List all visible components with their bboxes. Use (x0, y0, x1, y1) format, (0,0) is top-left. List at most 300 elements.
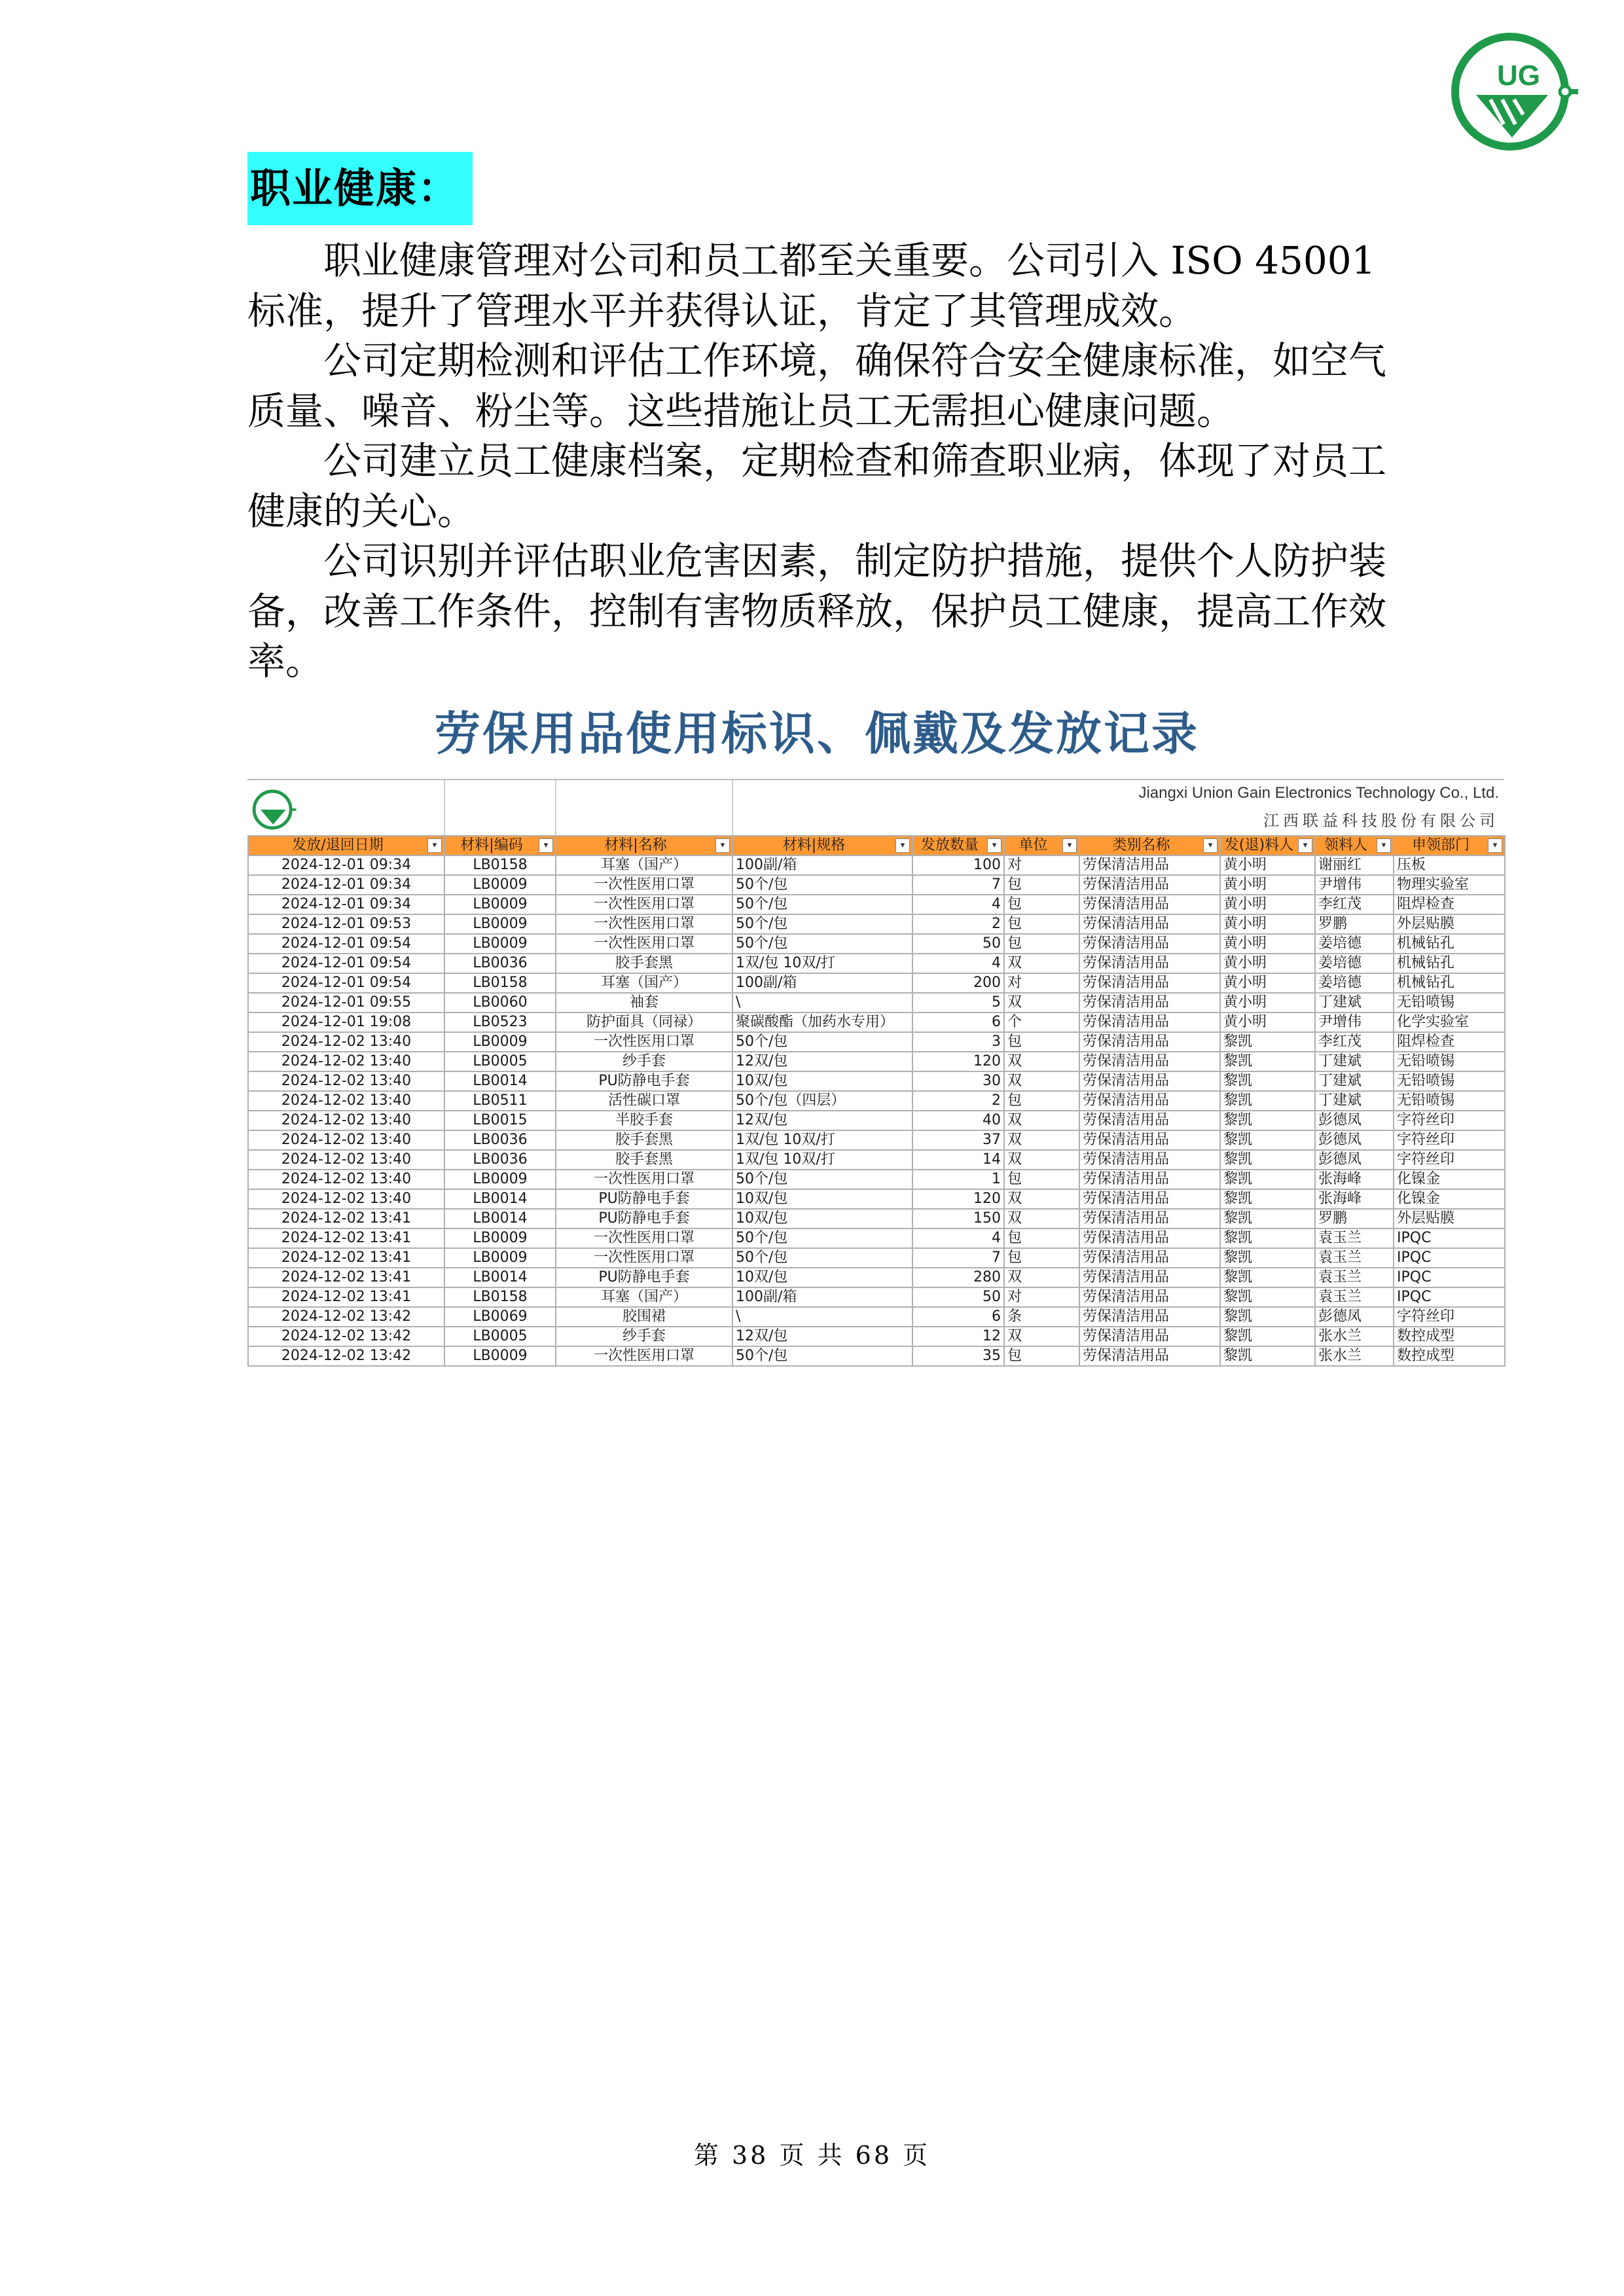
table-cell: 100 (912, 855, 1004, 875)
table-cell: 袁玉兰 (1315, 1229, 1394, 1248)
table-row (248, 954, 1505, 973)
table-cell: 包 (1004, 1229, 1079, 1248)
body-text (247, 236, 1386, 687)
table-cell: 黎凯 (1220, 1327, 1315, 1346)
column-header[interactable] (732, 836, 912, 855)
table-cell: 个 (1004, 1013, 1079, 1032)
column-header[interactable] (1004, 836, 1079, 855)
table-cell: 一次性医用口罩 (556, 1346, 732, 1366)
column-header[interactable] (248, 836, 444, 855)
table-cell: 半胶手套 (556, 1111, 732, 1130)
table-cell: 劳保清洁用品 (1079, 954, 1220, 973)
table-row (248, 1209, 1505, 1229)
table-cell: 6 (912, 1013, 1004, 1032)
table-cell: 黎凯 (1220, 1170, 1315, 1189)
table-cell: 50个/包 (732, 1346, 912, 1366)
table-cell: LB0069 (444, 1307, 556, 1327)
table-cell: 黎凯 (1220, 1111, 1315, 1130)
table-row (248, 1346, 1505, 1366)
table-cell: 12 (912, 1327, 1004, 1346)
table-row (248, 934, 1505, 954)
table-cell: 外层贴膜 (1394, 914, 1505, 934)
table-cell: 2024-12-01 09:34 (248, 895, 444, 914)
table-row (248, 1052, 1505, 1071)
table-cell: LB0511 (444, 1091, 556, 1111)
table-row (248, 855, 1505, 875)
column-header[interactable] (1315, 836, 1394, 855)
table-cell: 黎凯 (1220, 1307, 1315, 1327)
column-header[interactable] (1394, 836, 1505, 855)
table-cell: 35 (912, 1346, 1004, 1366)
table-cell: LB0158 (444, 1287, 556, 1307)
table-cell: 双 (1004, 954, 1079, 973)
table-cell: LB0009 (444, 934, 556, 954)
table-cell: IPQC (1394, 1287, 1505, 1307)
table-cell: 1双/包 10双/打 (732, 954, 912, 973)
footer-prefix: 第 (693, 2141, 721, 2170)
table-cell: 双 (1004, 1209, 1079, 1229)
table-cell: 袁玉兰 (1315, 1248, 1394, 1268)
table-cell: 2024-12-02 13:40 (248, 1052, 444, 1071)
table-cell: LB0060 (444, 993, 556, 1013)
table-cell: 一次性医用口罩 (556, 895, 732, 914)
table-cell: 字符丝印 (1394, 1150, 1505, 1170)
table-cell: 黎凯 (1220, 1248, 1315, 1268)
table-cell: LB0014 (444, 1071, 556, 1091)
table-cell: 双 (1004, 1052, 1079, 1071)
table-cell: 外层贴膜 (1394, 1209, 1505, 1229)
paragraph: 公司定期检测和评估工作环境，确保符合安全健康标准，如空气质量、噪音、粉尘等。这些措施让员工无需担心健康问题。 (247, 338, 1387, 433)
table-cell: 50 (912, 1287, 1004, 1307)
table-cell: 黎凯 (1220, 1091, 1315, 1111)
table-cell: 黎凯 (1220, 1150, 1315, 1170)
column-header[interactable] (556, 836, 732, 855)
table-cell: 劳保清洁用品 (1079, 1013, 1220, 1032)
table-cell: 2024-12-02 13:40 (248, 1111, 444, 1130)
table-cell: 劳保清洁用品 (1079, 1327, 1220, 1346)
table-cell: 劳保清洁用品 (1079, 993, 1220, 1013)
table-cell: 纱手套 (556, 1052, 732, 1071)
table-cell: 包 (1004, 1346, 1079, 1366)
section-heading: 职业健康： (247, 152, 473, 225)
issue-record-table (247, 835, 1506, 1367)
table-cell: 黄小明 (1220, 875, 1315, 895)
table-cell: 黄小明 (1220, 973, 1315, 993)
table-cell: 姜培德 (1315, 934, 1394, 954)
table-cell: 无铅喷锡 (1394, 993, 1505, 1013)
table-cell: LB0009 (444, 1032, 556, 1052)
table-row (248, 1268, 1505, 1287)
table-cell: 字符丝印 (1394, 1130, 1505, 1150)
table-cell: 黎凯 (1220, 1071, 1315, 1091)
table-cell: 包 (1004, 1248, 1079, 1268)
table-cell: LB0015 (444, 1111, 556, 1130)
table-cell: 劳保清洁用品 (1079, 1150, 1220, 1170)
table-row (248, 1150, 1505, 1170)
column-header-label: 材料|编码 (460, 837, 523, 853)
table-cell: 2024-12-01 19:08 (248, 1013, 444, 1032)
table-cell: 丁建斌 (1315, 1052, 1394, 1071)
table-cell: 劳保清洁用品 (1079, 1189, 1220, 1209)
table-row (248, 1091, 1505, 1111)
table-cell: 100副/箱 (732, 973, 912, 993)
table-cell: LB0005 (444, 1327, 556, 1346)
table-cell: 张海峰 (1315, 1170, 1394, 1189)
table-cell: 50个/包 (732, 875, 912, 895)
table-row (248, 914, 1505, 934)
table-cell: 李红茂 (1315, 1032, 1394, 1052)
table-cell: 一次性医用口罩 (556, 875, 732, 895)
table-cell: 2024-12-02 13:41 (248, 1248, 444, 1268)
table-cell: 纱手套 (556, 1327, 732, 1346)
table-cell: LB0009 (444, 875, 556, 895)
table-cell: 包 (1004, 934, 1079, 954)
table-cell: LB0009 (444, 914, 556, 934)
table-cell: 化镍金 (1394, 1170, 1505, 1189)
table-cell: LB0009 (444, 895, 556, 914)
table-cell: 谢丽红 (1315, 855, 1394, 875)
table-cell: IPQC (1394, 1268, 1505, 1287)
table-cell: 100副/箱 (732, 855, 912, 875)
table-cell: 10双/包 (732, 1189, 912, 1209)
table-cell: LB0009 (444, 1346, 556, 1366)
table-cell: 黄小明 (1220, 895, 1315, 914)
table-cell: 4 (912, 895, 1004, 914)
table-cell: 黎凯 (1220, 1287, 1315, 1307)
table-cell: 姜培德 (1315, 954, 1394, 973)
table-row (248, 993, 1505, 1013)
table-row (248, 1248, 1505, 1268)
table-cell: 4 (912, 1229, 1004, 1248)
table-cell: 50个/包 (732, 1229, 912, 1248)
column-header-label: 发放/退回日期 (292, 837, 384, 853)
table-cell: 2024-12-02 13:40 (248, 1091, 444, 1111)
table-cell: 30 (912, 1071, 1004, 1091)
table-cell: 1双/包 10双/打 (732, 1130, 912, 1150)
table-cell: 黄小明 (1220, 993, 1315, 1013)
table-cell: 尹增伟 (1315, 875, 1394, 895)
filter-dropdown-icon[interactable]: ▾ (1488, 838, 1502, 853)
table-cell: LB0523 (444, 1013, 556, 1032)
table-cell: 包 (1004, 875, 1079, 895)
table-cell: 黄小明 (1220, 934, 1315, 954)
table-cell: 7 (912, 875, 1004, 895)
table-cell: LB0158 (444, 855, 556, 875)
table-cell: 劳保清洁用品 (1079, 1052, 1220, 1071)
table-cell: 彭德凤 (1315, 1307, 1394, 1327)
table-cell: 一次性医用口罩 (556, 1032, 732, 1052)
table-cell: 彭德凤 (1315, 1150, 1394, 1170)
column-header-label: 发放数量 (920, 837, 979, 853)
table-cell: PU防静电手套 (556, 1189, 732, 1209)
table-cell: 无铅喷锡 (1394, 1071, 1505, 1091)
footer-middle: 页 共 (779, 2141, 845, 2170)
table-cell: 耳塞（国产） (556, 1287, 732, 1307)
filter-dropdown-icon[interactable]: ▾ (1298, 838, 1312, 853)
table-cell: 2024-12-02 13:40 (248, 1189, 444, 1209)
table-cell: 压板 (1394, 855, 1505, 875)
table-cell: 对 (1004, 1287, 1079, 1307)
table-row (248, 1071, 1505, 1091)
table-cell: 50个/包 (732, 895, 912, 914)
filter-dropdown-icon[interactable]: ▾ (1203, 838, 1218, 853)
table-cell: PU防静电手套 (556, 1268, 732, 1287)
table-row (248, 1307, 1505, 1327)
table-cell: 2024-12-02 13:42 (248, 1327, 444, 1346)
table-cell: 字符丝印 (1394, 1111, 1505, 1130)
paragraph: 公司识别并评估职业危害因素，制定防护措施，提供个人防护装备，改善工作条件，控制有害物质释放，保护员工健康，提高工作效率。 (247, 539, 1387, 683)
table-cell: 劳保清洁用品 (1079, 1287, 1220, 1307)
table-cell: 劳保清洁用品 (1079, 875, 1220, 895)
table-cell: 劳保清洁用品 (1079, 973, 1220, 993)
table-cell: 阻焊检查 (1394, 895, 1505, 914)
table-cell: 2024-12-02 13:42 (248, 1307, 444, 1327)
section-title: 劳保用品使用标识、佩戴及发放记录 (435, 706, 1199, 761)
table-cell: 2024-12-02 13:41 (248, 1209, 444, 1229)
table-row (248, 875, 1505, 895)
column-header[interactable] (1079, 836, 1220, 855)
filter-dropdown-icon[interactable]: ▾ (1062, 838, 1077, 853)
page-number: 38 (732, 2141, 769, 2170)
table-row (248, 1032, 1505, 1052)
filter-dropdown-icon[interactable]: ▾ (987, 838, 1001, 853)
table-cell: 罗鹏 (1315, 1209, 1394, 1229)
table-cell: 双 (1004, 1327, 1079, 1346)
table-cell: 40 (912, 1111, 1004, 1130)
table-row (248, 1327, 1505, 1346)
table-cell: 数控成型 (1394, 1327, 1505, 1346)
table-cell: 机械钻孔 (1394, 973, 1505, 993)
table-cell: 劳保清洁用品 (1079, 1229, 1220, 1248)
table-cell: PU防静电手套 (556, 1071, 732, 1091)
table-cell: 劳保清洁用品 (1079, 1307, 1220, 1327)
table-cell: 2024-12-02 13:41 (248, 1287, 444, 1307)
table-cell: 条 (1004, 1307, 1079, 1327)
table-cell: 劳保清洁用品 (1079, 895, 1220, 914)
table-cell: 包 (1004, 1170, 1079, 1189)
table-cell: 劳保清洁用品 (1079, 855, 1220, 875)
table-cell: 120 (912, 1052, 1004, 1071)
table-cell: 袖套 (556, 993, 732, 1013)
paragraph: 公司建立员工健康档案，定期检查和筛查职业病，体现了对员工健康的关心。 (247, 439, 1387, 533)
table-cell: 耳塞（国产） (556, 973, 732, 993)
table-cell: 黎凯 (1220, 1209, 1315, 1229)
table-row (248, 1287, 1505, 1307)
table-cell: LB0005 (444, 1052, 556, 1071)
table-cell: 一次性医用口罩 (556, 934, 732, 954)
sheet-logo-icon (251, 787, 297, 833)
table-cell: 化镍金 (1394, 1189, 1505, 1209)
filter-dropdown-icon[interactable]: ▾ (539, 838, 553, 853)
table-cell: IPQC (1394, 1229, 1505, 1248)
column-header[interactable] (1220, 836, 1315, 855)
table-cell: 对 (1004, 973, 1079, 993)
table-cell: LB0009 (444, 1170, 556, 1189)
table-cell: 包 (1004, 914, 1079, 934)
table-cell: 2 (912, 914, 1004, 934)
table-cell: 姜培德 (1315, 973, 1394, 993)
ppe-issue-record-sheet (247, 779, 1504, 1407)
table-cell: 2024-12-02 13:41 (248, 1268, 444, 1287)
column-header-label: 发(退)料人 (1224, 837, 1294, 853)
table-cell: 物理实验室 (1394, 875, 1505, 895)
table-row (248, 1013, 1505, 1032)
table-cell: 罗鹏 (1315, 914, 1394, 934)
table-cell: LB0014 (444, 1189, 556, 1209)
table-cell: 劳保清洁用品 (1079, 1170, 1220, 1189)
table-cell: 双 (1004, 993, 1079, 1013)
table-cell: 120 (912, 1189, 1004, 1209)
table-cell: 10双/包 (732, 1209, 912, 1229)
table-cell: 6 (912, 1307, 1004, 1327)
table-cell: 2024-12-01 09:55 (248, 993, 444, 1013)
company-name-en: Jiangxi Union Gain Electronics Technology Co., Ltd. (1138, 784, 1499, 802)
table-cell: 防护面具（同禄） (556, 1013, 732, 1032)
table-cell: 2024-12-01 09:34 (248, 855, 444, 875)
table-cell: 2024-12-02 13:40 (248, 1130, 444, 1150)
filter-dropdown-icon[interactable]: ▾ (427, 838, 442, 853)
column-header-label: 材料|名称 (604, 837, 667, 853)
table-cell: 12双/包 (732, 1052, 912, 1071)
table-cell: 包 (1004, 895, 1079, 914)
table-cell: 3 (912, 1032, 1004, 1052)
company-name-cn: 江西联益科技股份有限公司 (1263, 812, 1499, 830)
table-cell: LB0014 (444, 1268, 556, 1287)
table-cell: 劳保清洁用品 (1079, 1091, 1220, 1111)
table-cell: 胶手套黑 (556, 954, 732, 973)
table-cell: 黎凯 (1220, 1130, 1315, 1150)
table-cell: 胶手套黑 (556, 1150, 732, 1170)
table-cell: 2024-12-01 09:54 (248, 954, 444, 973)
table-cell: IPQC (1394, 1248, 1505, 1268)
table-cell: 2024-12-01 09:34 (248, 875, 444, 895)
table-cell: 50个/包 (732, 914, 912, 934)
column-header-label: 领料人 (1324, 837, 1367, 853)
table-cell: 劳保清洁用品 (1079, 914, 1220, 934)
table-cell: 丁建斌 (1315, 1091, 1394, 1111)
table-cell: LB0036 (444, 1150, 556, 1170)
table-row (248, 1170, 1505, 1189)
table-cell: 2024-12-01 09:54 (248, 934, 444, 954)
table-cell: 200 (912, 973, 1004, 993)
filter-dropdown-icon[interactable]: ▾ (895, 838, 910, 853)
table-cell: 劳保清洁用品 (1079, 1111, 1220, 1130)
table-cell: 机械钻孔 (1394, 954, 1505, 973)
table-cell: 尹增伟 (1315, 1013, 1394, 1032)
table-cell: 张水兰 (1315, 1346, 1394, 1366)
table-cell: 聚碳酸酯（加药水专用） (732, 1013, 912, 1032)
table-cell: 双 (1004, 1111, 1079, 1130)
table-cell: 2024-12-02 13:40 (248, 1170, 444, 1189)
sheet-header (247, 779, 1504, 836)
table-cell: 阻焊检查 (1394, 1032, 1505, 1052)
table-cell: 100副/箱 (732, 1287, 912, 1307)
table-header-row (248, 836, 1505, 855)
table-cell: 李红茂 (1315, 895, 1394, 914)
column-header[interactable] (912, 836, 1004, 855)
table-row (248, 895, 1505, 914)
table-cell: 彭德凤 (1315, 1111, 1394, 1130)
table-cell: 劳保清洁用品 (1079, 934, 1220, 954)
table-cell: 黄小明 (1220, 954, 1315, 973)
table-cell: 无铅喷锡 (1394, 1052, 1505, 1071)
company-logo (1450, 26, 1581, 157)
column-header[interactable] (444, 836, 556, 855)
table-cell: 黎凯 (1220, 1346, 1315, 1366)
footer-suffix: 页 (903, 2141, 931, 2170)
table-cell: 37 (912, 1130, 1004, 1150)
table-cell: 黄小明 (1220, 1013, 1315, 1032)
table-cell: 化学实验室 (1394, 1013, 1505, 1032)
table-cell: 50个/包 (732, 1032, 912, 1052)
table-cell: \ (732, 993, 912, 1013)
table-cell: LB0036 (444, 1130, 556, 1150)
table-cell: 丁建斌 (1315, 1071, 1394, 1091)
column-header-label: 申领部门 (1411, 837, 1470, 853)
table-row (248, 1130, 1505, 1150)
table-cell: 包 (1004, 1032, 1079, 1052)
logo-letters: UG (1497, 60, 1540, 92)
table-cell: 2024-12-01 09:53 (248, 914, 444, 934)
table-cell: 1 (912, 1170, 1004, 1189)
table-cell: 胶手套黑 (556, 1130, 732, 1150)
table-cell: 14 (912, 1150, 1004, 1170)
table-cell: 无铅喷锡 (1394, 1091, 1505, 1111)
table-cell: 双 (1004, 1150, 1079, 1170)
table-cell: 胶围裙 (556, 1307, 732, 1327)
table-cell: 双 (1004, 1130, 1079, 1150)
table-cell: 劳保清洁用品 (1079, 1130, 1220, 1150)
table-cell: LB0036 (444, 954, 556, 973)
table-cell: 袁玉兰 (1315, 1268, 1394, 1287)
table-cell: 劳保清洁用品 (1079, 1248, 1220, 1268)
table-cell: 黎凯 (1220, 1268, 1315, 1287)
table-cell: 2 (912, 1091, 1004, 1111)
table-cell: LB0009 (444, 1229, 556, 1248)
table-cell: 劳保清洁用品 (1079, 1346, 1220, 1366)
table-row (248, 1111, 1505, 1130)
table-cell: 12双/包 (732, 1327, 912, 1346)
table-cell: PU防静电手套 (556, 1209, 732, 1229)
table-cell: 50个/包 (732, 1170, 912, 1189)
table-cell: 2024-12-02 13:40 (248, 1032, 444, 1052)
table-cell: LB0158 (444, 973, 556, 993)
table-cell: 2024-12-01 09:54 (248, 973, 444, 993)
column-header-label: 单位 (1019, 837, 1048, 853)
paragraph: 职业健康管理对公司和员工都至关重要。公司引入 ISO 45001 标准，提升了管理水平并获得认证，肯定了其管理成效。 (247, 238, 1376, 333)
column-header-label: 材料|规格 (782, 837, 846, 853)
table-cell: 50个/包 (732, 1248, 912, 1268)
table-cell: 50 (912, 934, 1004, 954)
table-cell: 黎凯 (1220, 1032, 1315, 1052)
table-cell: 劳保清洁用品 (1079, 1268, 1220, 1287)
table-cell: 双 (1004, 1268, 1079, 1287)
filter-dropdown-icon[interactable]: ▾ (715, 838, 730, 853)
table-cell: 10双/包 (732, 1268, 912, 1287)
table-cell: 数控成型 (1394, 1346, 1505, 1366)
table-row (248, 1229, 1505, 1248)
table-cell: 劳保清洁用品 (1079, 1209, 1220, 1229)
table-cell: LB0009 (444, 1248, 556, 1268)
table-cell: 黎凯 (1220, 1229, 1315, 1248)
filter-dropdown-icon[interactable]: ▾ (1377, 838, 1391, 853)
table-cell: 4 (912, 954, 1004, 973)
table-cell: 黄小明 (1220, 914, 1315, 934)
table-cell: 2024-12-02 13:40 (248, 1150, 444, 1170)
table-cell: 150 (912, 1209, 1004, 1229)
table-cell: 一次性医用口罩 (556, 1170, 732, 1189)
table-cell: 7 (912, 1248, 1004, 1268)
